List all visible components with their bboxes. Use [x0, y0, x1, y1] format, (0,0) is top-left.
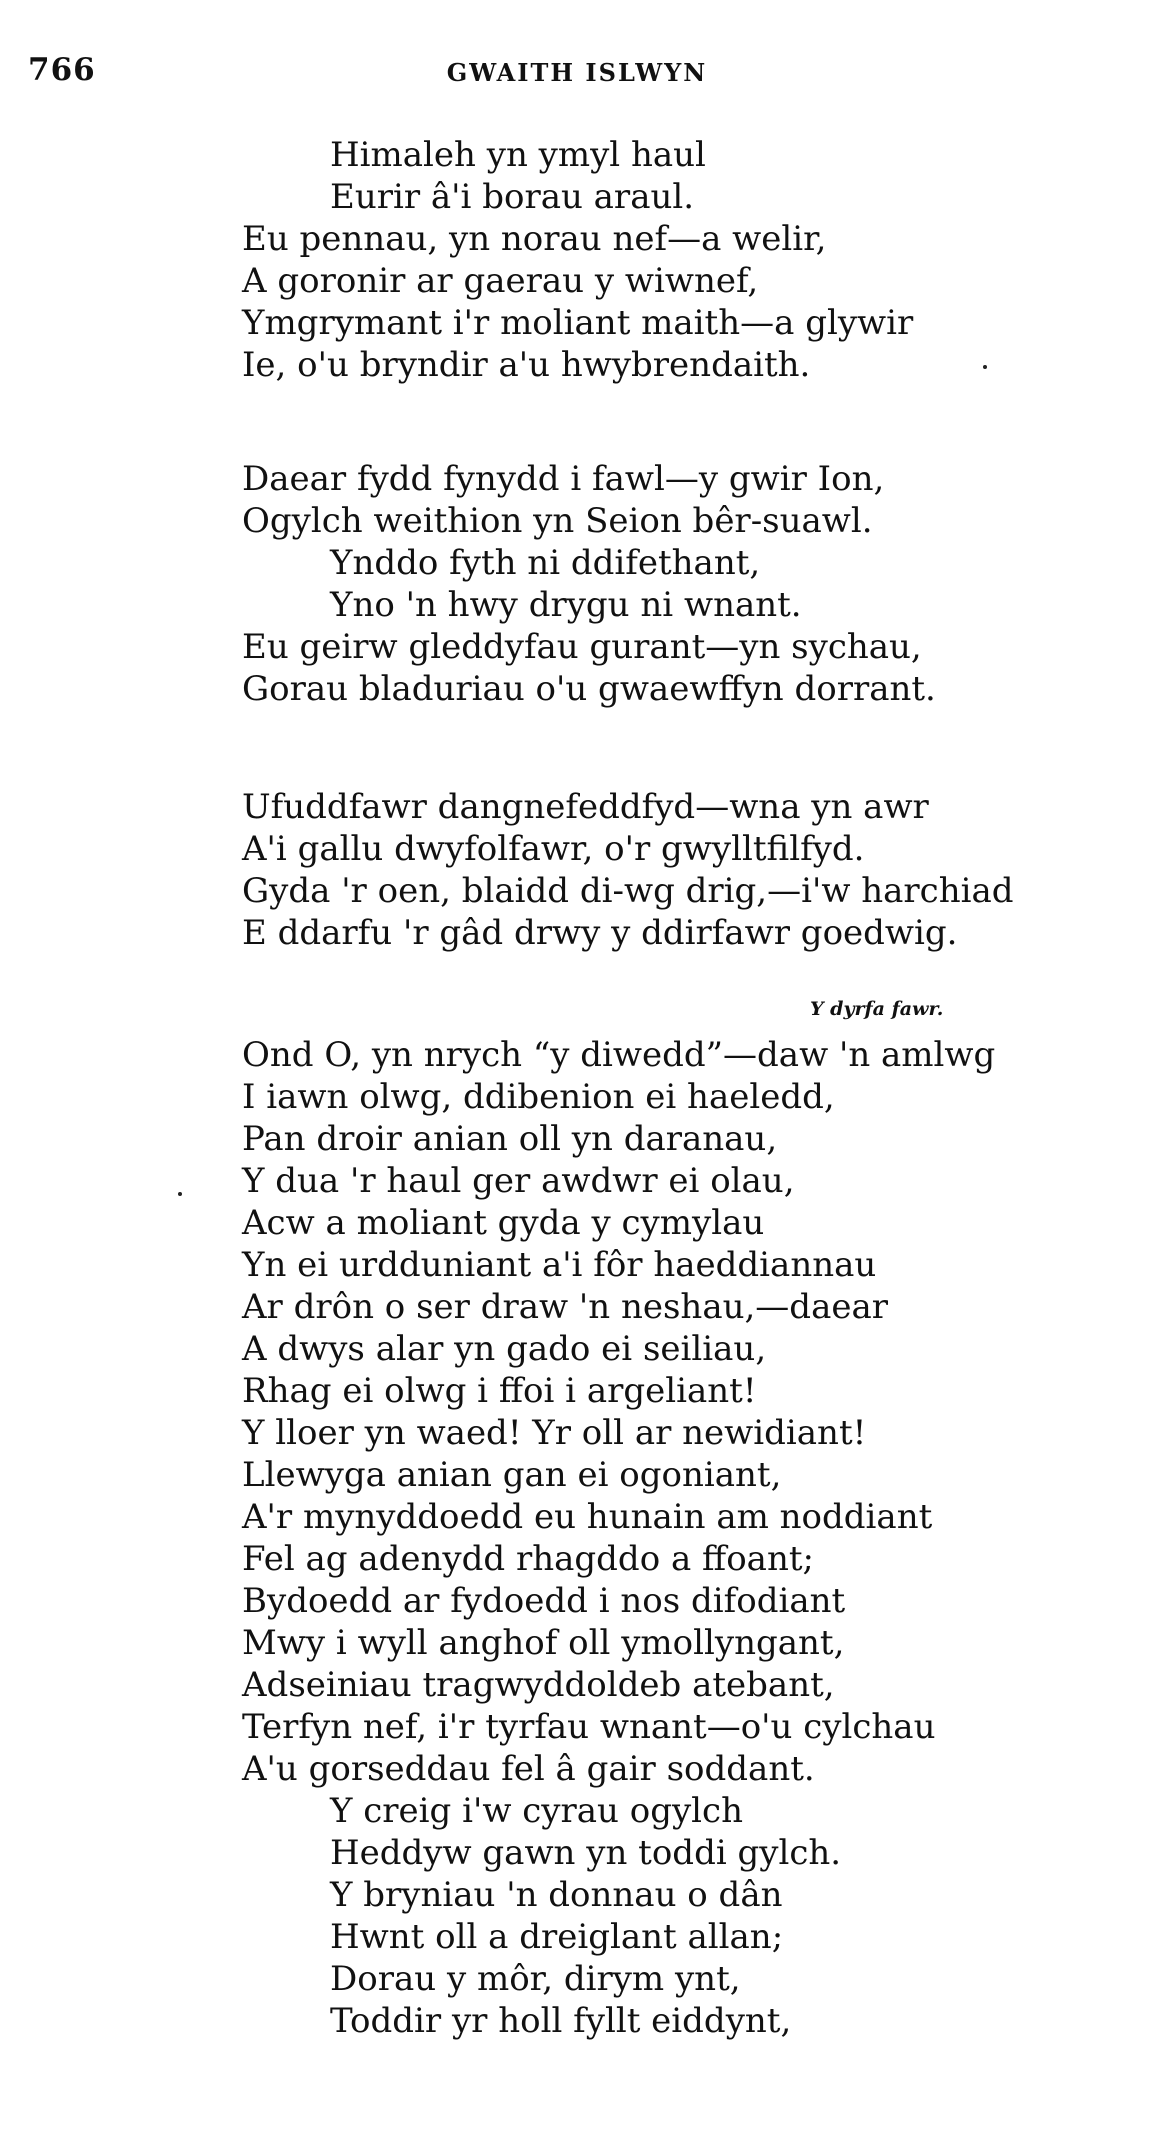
poem-line: Ynddo fyth ni ddifethant,: [330, 543, 761, 583]
poem-line: Y dua 'r haul ger awdwr ei olau,: [242, 1161, 795, 1201]
poem-line: Pan droir anian oll yn daranau,: [242, 1119, 778, 1159]
poem-line: A'r mynyddoedd eu hunain am noddiant: [242, 1497, 933, 1537]
poem-line: Yno 'n hwy drygu ni wnant.: [330, 585, 802, 625]
poem-line: Ymgrymant i'r moliant maith—a glywir: [242, 303, 914, 343]
poem-line: Ond O, yn nrych “y diwedd”—daw 'n amlwg: [242, 1035, 996, 1075]
page-header: [0, 52, 1154, 92]
poem-line: Yn ei urdduniant a'i fôr haeddiannau: [242, 1245, 877, 1285]
poem-line: Dorau y môr, dirym ynt,: [330, 1959, 741, 1999]
page-number: 766: [28, 52, 96, 88]
print-speck: [983, 365, 987, 369]
poem-line: Rhag ei olwg i ffoi i argeliant!: [242, 1371, 757, 1411]
poem-line: A goronir ar gaerau y wiwnef,: [242, 261, 759, 301]
poem-line: Llewyga anian gan ei ogoniant,: [242, 1455, 782, 1495]
poem-line: Y lloer yn waed! Yr oll ar newidiant!: [242, 1413, 867, 1453]
print-speck: [178, 1192, 182, 1196]
poem-line: E ddarfu 'r gâd drwy y ddirfawr goedwig.: [242, 913, 958, 953]
poem-line: Acw a moliant gyda y cymylau: [242, 1203, 765, 1243]
poem-line: Eu pennau, yn norau nef—a welir,: [242, 219, 827, 259]
poem-line: A'i gallu dwyfolfawr, o'r gwylltfilfyd.: [242, 829, 865, 869]
poem-line: Hwnt oll a dreiglant allan;: [330, 1917, 784, 1957]
poem-line: Eu geirw gleddyfau gurant—yn sychau,: [242, 627, 922, 667]
poem-line: Ogylch weithion yn Seion bêr-suawl.: [242, 501, 873, 541]
poem-line: Gorau bladuriau o'u gwaewffyn dorrant.: [242, 669, 936, 709]
poem-line: A dwys alar yn gado ei seiliau,: [242, 1329, 767, 1369]
poem-line: Bydoedd ar fydoedd i nos difodiant: [242, 1581, 846, 1621]
poem-line: Heddyw gawn yn toddi gylch.: [330, 1833, 842, 1873]
running-title: GWAITH ISLWYN: [446, 58, 708, 87]
poem-line: Ufuddfawr dangnefeddfyd—wna yn awr: [242, 787, 929, 827]
poem-line: Y bryniau 'n donnau o dân: [330, 1875, 783, 1915]
poem-line: Adseiniau tragwyddoldeb atebant,: [242, 1665, 835, 1705]
margin-note: Y dyrfa fawr.: [810, 998, 944, 1020]
poem-line: Ar drôn o ser draw 'n neshau,—daear: [242, 1287, 888, 1327]
poem-line: A'u gorseddau fel â gair soddant.: [242, 1749, 815, 1789]
poem-line: I iawn olwg, ddibenion ei haeledd,: [242, 1077, 835, 1117]
poem-line: Daear fydd fynydd i fawl—y gwir Ion,: [242, 459, 885, 499]
poem-line: Mwy i wyll anghof oll ymollyngant,: [242, 1623, 845, 1663]
poem-line: Y creig i'w cyrau ogylch: [330, 1791, 743, 1831]
poem-line: Ie, o'u bryndir a'u hwybrendaith.: [242, 345, 811, 385]
poem-line: Gyda 'r oen, blaidd di-wg drig,—i'w harchiad: [242, 871, 1014, 911]
poem-line: Terfyn nef, i'r tyrfau wnant—o'u cylchau: [242, 1707, 936, 1747]
poem-line: Himaleh yn ymyl haul: [330, 135, 706, 175]
poem-line: Toddir yr holl fyllt eiddynt,: [330, 2001, 792, 2041]
poem-line: Eurir â'i borau araul.: [330, 177, 695, 217]
poem-line: Fel ag adenydd rhagddo a ffoant;: [242, 1539, 814, 1579]
